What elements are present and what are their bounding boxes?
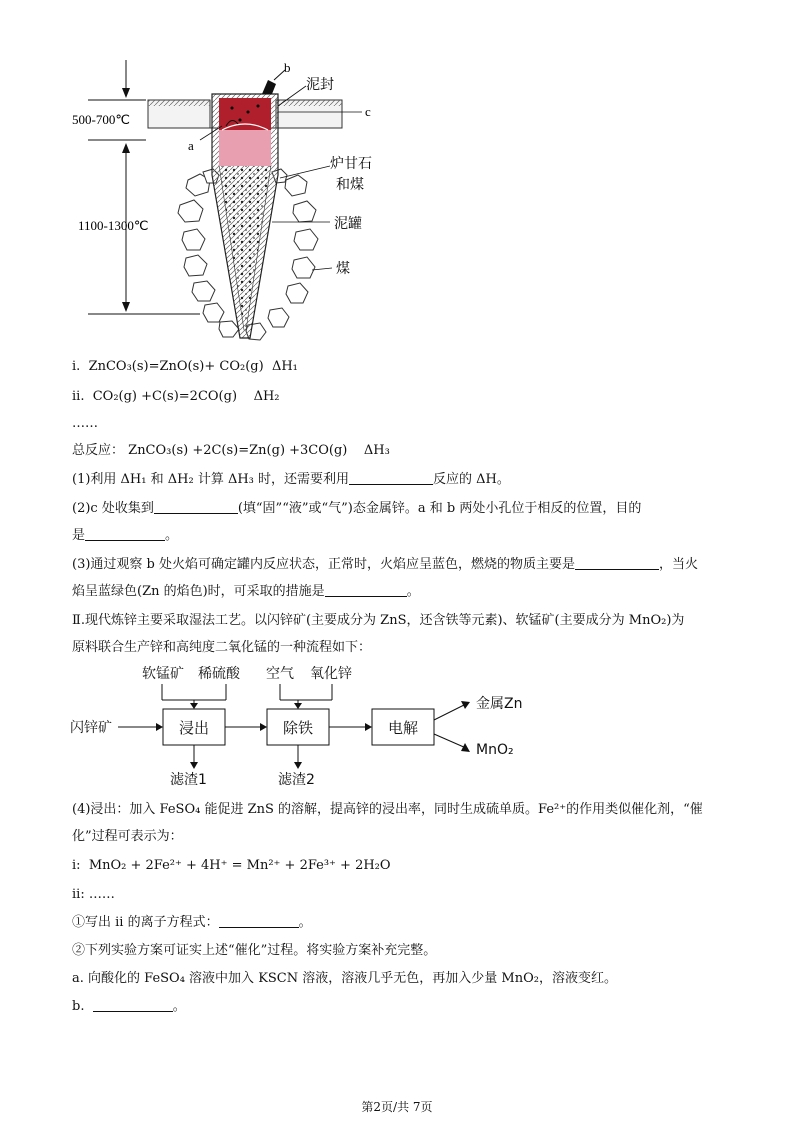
flow-reagent-air: 空气: [266, 666, 294, 682]
flow-output-mno2: MnO₂: [476, 742, 514, 758]
flow-box-electrolysis-label: 电解: [387, 719, 419, 737]
flow-input-sphalerite: 闪锌矿: [70, 720, 112, 736]
vent-hole-b: [262, 80, 276, 94]
temp-label-bottom: 1100-1300℃: [78, 218, 149, 233]
question-4-sub2: ②下列实验方案可证实上述“催化”过程。将实验方案补充完整。: [72, 943, 437, 958]
answer-blank-q4-b[interactable]: [93, 999, 173, 1012]
question-4-step-ii: ii: ……: [72, 887, 115, 902]
label-b: b: [284, 60, 291, 75]
flow-reagent-pyrolusite: 软锰矿: [142, 666, 184, 682]
label-calamine-1: 炉甘石: [330, 156, 372, 172]
flow-residue-2: 滤渣2: [278, 772, 315, 788]
temp-label-top: 500-700℃: [72, 112, 130, 127]
answer-blank-q4-1[interactable]: [219, 915, 299, 928]
flow-box-leaching-label: 浸出: [178, 719, 210, 737]
flow-reagent-zinc-oxide: 氧化锌: [310, 666, 352, 682]
answer-blank-q2b[interactable]: [85, 528, 165, 541]
question-3-line2: 焰呈蓝绿色(Zn 的焰色)时，可采取的措施是 。: [72, 584, 420, 599]
answer-blank-q1[interactable]: [349, 472, 433, 485]
part2-intro-line1: Ⅱ.现代炼锌主要采取湿法工艺。以闪锌矿(主要成分为 ZnS，还含铁等元素)、软锰矿(主要成分为 MnO₂)为: [72, 613, 685, 628]
reaction-ii: ii. CO₂(g) +C(s)=2CO(g) ΔH₂: [72, 389, 280, 404]
flow-output-zinc: 金属Zn: [476, 696, 523, 712]
question-4-sub1: ①写出 ii 的离子方程式： 。: [72, 915, 312, 930]
label-seal: 泥封: [306, 77, 334, 93]
question-4-line2: 化”过程可表示为：: [72, 829, 183, 844]
question-2-line1: (2)c 处收集到 (填“固”“液”或“气”)态金属锌。a 和 b 两处小孔位于相反的位置，目的: [72, 501, 642, 516]
label-pot: 泥罐: [334, 216, 362, 232]
flow-box-iron-removal-label: 除铁: [282, 719, 314, 737]
flow-reagent-sulfuric-acid: 稀硫酸: [198, 666, 240, 682]
reaction-total: 总反应： ZnCO₃(s) +2C(s)=Zn(g) +3CO(g) ΔH₃: [72, 443, 390, 458]
label-coal: 煤: [336, 261, 350, 277]
answer-blank-q3b[interactable]: [325, 584, 407, 597]
part2-intro-line2: 原料联合生产锌和高纯度二氧化锰的一种流程如下：: [72, 640, 372, 655]
question-4-step-i: i: MnO₂ + 2Fe²⁺ + 4H⁺ = Mn²⁺ + 2Fe³⁺ + 2H₂O: [72, 858, 391, 873]
question-4-option-b: b. 。: [72, 999, 186, 1014]
answer-blank-q3a[interactable]: [575, 557, 659, 570]
label-a: a: [188, 138, 194, 153]
calamine-layer: [219, 130, 271, 166]
label-calamine-2: 和煤: [336, 177, 364, 193]
question-3-line1: (3)通过观察 b 处火焰可确定罐内反应状态，正常时，火焰应呈蓝色，燃烧的物质主要是 ，当火: [72, 557, 699, 572]
question-2-line2: 是 。: [72, 528, 179, 543]
question-4-option-a: a. 向酸化的 FeSO₄ 溶液中加入 KSCN 溶液，溶液几乎无色，再加入少量 MnO₂，溶液变红。: [72, 971, 617, 986]
answer-blank-q2a[interactable]: [154, 501, 238, 514]
reaction-ellipsis: ……: [72, 416, 98, 431]
label-c: c: [365, 104, 371, 119]
retort-diagram: [60, 55, 400, 350]
reaction-i: i. ZnCO₃(s)=ZnO(s)+ CO₂(g) ΔH₁: [72, 359, 298, 374]
process-flow-diagram: [60, 658, 580, 793]
flow-residue-1: 滤渣1: [170, 772, 207, 788]
question-4-line1: (4)浸出：加入 FeSO₄ 能促进 ZnS 的溶解，提高锌的浸出率，同时生成硫单质。Fe²⁺的作用类似催化剂，“催: [72, 802, 703, 817]
page-footer: 第2页/共 7页: [361, 1100, 433, 1114]
question-1: (1)利用 ΔH₁ 和 ΔH₂ 计算 ΔH₃ 时，还需要利用 反应的 ΔH。: [72, 472, 510, 487]
